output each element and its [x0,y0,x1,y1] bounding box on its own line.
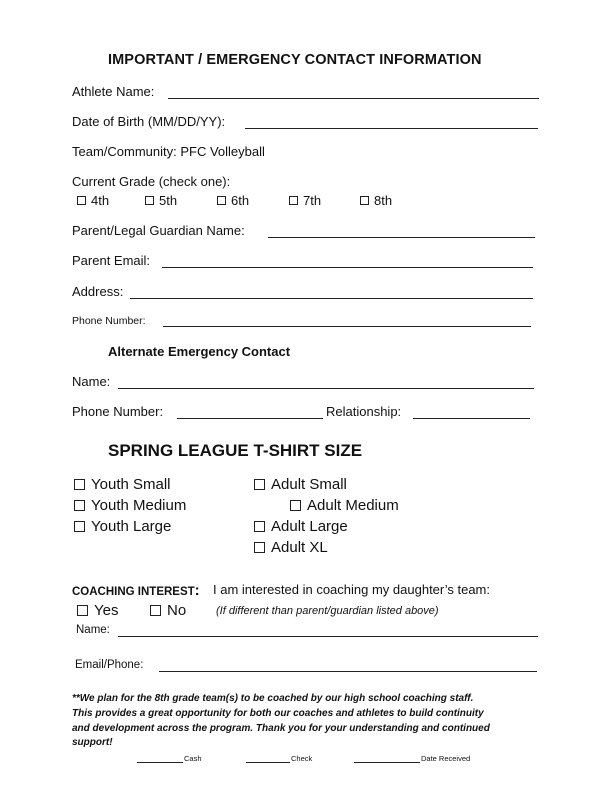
footnote-line-4: support! [72,737,113,748]
coaching-no[interactable] [150,602,186,619]
coaching-no-label: No [167,602,187,619]
checkbox-icon [290,500,301,511]
guardian-name-label: Parent/Legal Guardian Name: [72,223,245,238]
date-received-line[interactable] [354,762,420,763]
checkbox-icon [145,196,154,205]
size-label: Adult Small [271,476,347,493]
alternate-name-line[interactable] [118,388,534,389]
guardian-name-line[interactable] [268,237,535,238]
grade-option-8th[interactable] [360,193,392,208]
dob-label: Date of Birth (MM/DD/YY): [72,114,226,129]
cash-label: Cash [184,754,202,763]
coaching-hint: (If different than parent/guardian listed above) [216,605,439,617]
coach-name-label: Name: [76,624,110,636]
size-adult-medium[interactable] [290,497,399,514]
phone-label: Phone Number: [72,315,146,327]
size-youth-large[interactable] [74,518,171,535]
grade-option-6th[interactable] [217,193,249,208]
checkbox-icon [289,196,298,205]
size-youth-small[interactable] [74,476,171,493]
cash-line[interactable] [137,762,183,763]
coaching-yes-label: Yes [94,602,119,619]
coach-email-line[interactable] [159,671,537,672]
footnote-line-3: and development across the program. Thank you for your understanding and continued [72,723,490,734]
size-youth-medium[interactable] [74,497,186,514]
grade-label: Current Grade (check one): [72,174,231,189]
checkbox-icon [217,196,226,205]
checkbox-icon [74,521,85,532]
address-line[interactable] [130,298,533,299]
checkbox-icon [254,542,265,553]
checkbox-icon [150,605,161,616]
grade-option-label: 4th [91,193,110,208]
grade-option-label: 7th [303,193,322,208]
phone-line[interactable] [163,326,531,327]
size-adult-xl[interactable] [254,539,328,556]
page-title: IMPORTANT / EMERGENCY CONTACT INFORMATION [108,52,482,68]
alternate-contact-heading: Alternate Emergency Contact [108,344,291,359]
relationship-line[interactable] [413,418,530,419]
coaching-label-text: COACHING INTEREST [72,586,195,598]
checkbox-icon [360,196,369,205]
parent-email-label: Parent Email: [72,253,151,268]
coaching-interest-text: I am interested in coaching my daughter’s team: [213,582,490,597]
check-line[interactable] [246,762,290,763]
size-adult-large[interactable] [254,518,348,535]
coaching-interest-label [72,582,200,599]
size-adult-small[interactable] [254,476,347,493]
coaching-yes[interactable] [77,602,118,619]
checkbox-icon [254,521,265,532]
size-label: Youth Large [91,518,172,535]
alternate-phone-line[interactable] [177,418,323,419]
parent-email-line[interactable] [162,267,533,268]
checkbox-icon [254,479,265,490]
checkbox-icon [74,479,85,490]
relationship-label: Relationship: [326,404,402,419]
size-label: Adult Medium [307,497,399,514]
address-label: Address: [72,284,124,299]
tshirt-heading: SPRING LEAGUE T-SHIRT SIZE [108,441,363,460]
athlete-name-line[interactable] [168,98,539,99]
dob-line[interactable] [245,128,538,129]
footnote-line-2: This provides a great opportunity for both our coaches and athletes to build continuity [72,708,484,719]
grade-option-7th[interactable] [289,193,321,208]
size-label: Adult XL [271,539,328,556]
date-received-label: Date Received [421,754,471,763]
alternate-name-label: Name: [72,374,111,389]
grade-option-4th[interactable] [77,193,109,208]
athlete-name-label: Athlete Name: [72,84,155,99]
coach-name-line[interactable] [118,636,538,637]
checkbox-icon [74,500,85,511]
grade-option-5th[interactable] [145,193,177,208]
check-label: Check [291,754,313,763]
size-label: Youth Medium [91,497,187,514]
size-label: Youth Small [91,476,171,493]
alternate-phone-label: Phone Number: [72,404,164,419]
team-label: Team/Community: PFC Volleyball [72,144,265,159]
checkbox-icon [77,196,86,205]
grade-option-label: 6th [231,193,250,208]
coach-email-label: Email/Phone: [75,659,144,671]
size-label: Adult Large [271,518,348,535]
checkbox-icon [77,605,88,616]
footnote-line-1: **We plan for the 8th grade team(s) to be coached by our high school coaching staff. [72,693,474,704]
grade-option-label: 5th [159,193,178,208]
grade-option-label: 8th [374,193,393,208]
coaching-colon: : [194,582,200,599]
